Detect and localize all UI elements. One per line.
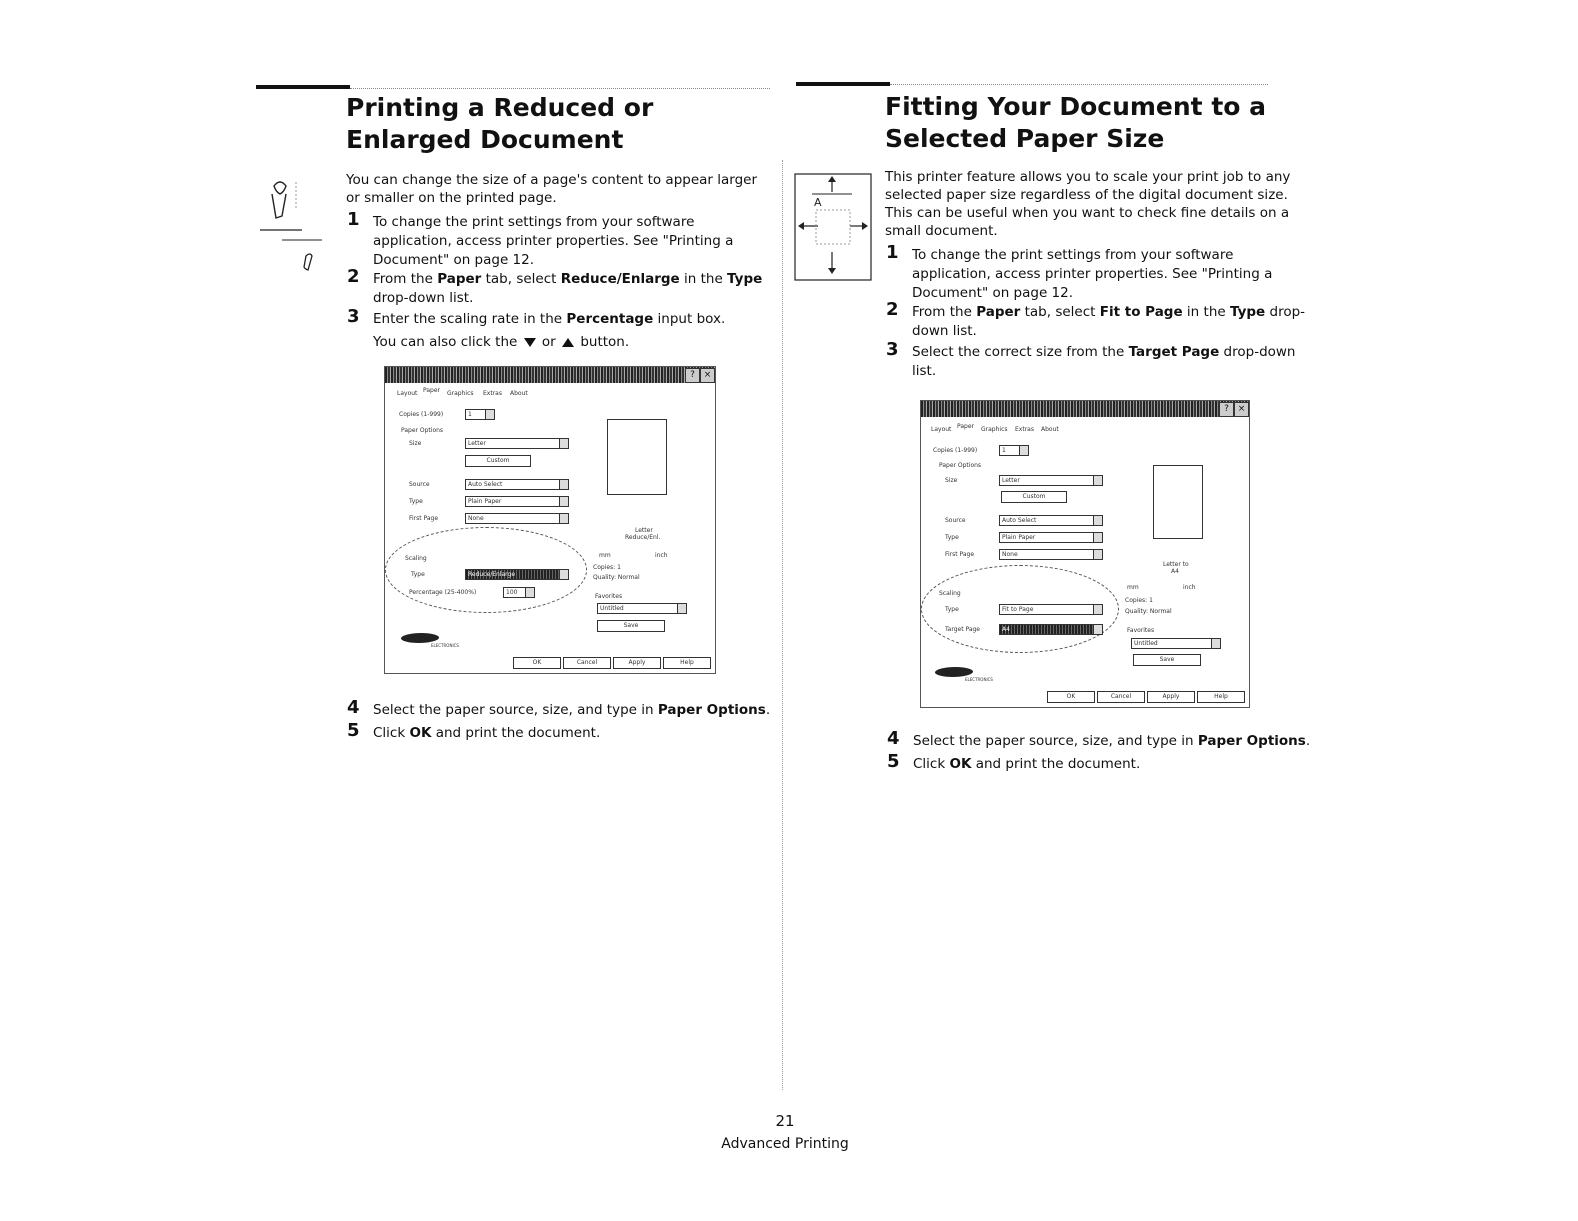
step-text: To change the print settings from your software application, access printer properties. See "Printing a Document" on page 12. (373, 214, 734, 268)
right-header-rule (796, 82, 890, 86)
quality-info: Quality: Normal (1125, 608, 1172, 615)
custom-button[interactable]: Custom (465, 455, 531, 467)
step-text: Select the paper source, size, and type in (373, 702, 658, 718)
size-select[interactable]: Letter (465, 438, 569, 449)
down-arrow-icon (524, 338, 536, 347)
step-text: Select the correct size from the (912, 344, 1129, 360)
step-number: 4 (347, 697, 360, 718)
step-bold: Type (1229, 304, 1266, 320)
favorites-select[interactable]: Untitled (1131, 638, 1221, 649)
step-bold: OK (409, 725, 432, 741)
step-text: and print the document. (971, 756, 1141, 772)
step-number: 5 (347, 720, 360, 741)
step-text: Click (373, 725, 410, 741)
percentage-label: Percentage (25-400%) (409, 589, 477, 596)
samsung-logo (400, 633, 441, 643)
left-header-rule (256, 85, 350, 89)
left-printer-properties-dialog (384, 366, 716, 674)
right-step-1 (886, 242, 1302, 303)
step-number: 1 (886, 242, 899, 263)
step-bold: Paper Options (1197, 733, 1306, 749)
paper-options-label: Paper Options (401, 427, 444, 434)
type-select[interactable]: Plain Paper (999, 532, 1103, 543)
tab-extras[interactable]: Extras (483, 390, 502, 397)
percentage-input[interactable]: 100 (503, 587, 535, 598)
step-text: tab, select (481, 271, 561, 287)
tab-about[interactable]: About (510, 390, 528, 397)
ok-button[interactable]: OK (1047, 691, 1095, 703)
step-bold: Target Page (1128, 344, 1220, 360)
size-label: Size (409, 440, 422, 447)
step-text: drop-down list. (912, 304, 1306, 339)
step-text: in the (1182, 304, 1230, 320)
help-icon[interactable]: ? (1219, 402, 1234, 417)
favorites-select[interactable]: Untitled (597, 603, 687, 614)
right-printer-properties-dialog (920, 400, 1250, 708)
right-step-3 (886, 339, 1312, 381)
scaling-label: Scaling (405, 555, 427, 562)
scaling-label: Scaling (939, 590, 961, 597)
page-number: 21 (775, 1112, 795, 1130)
tab-graphics[interactable]: Graphics (447, 390, 474, 397)
close-icon[interactable]: × (1234, 402, 1249, 417)
quality-info: Quality: Normal (593, 574, 640, 581)
tab-paper[interactable]: Paper (957, 423, 974, 430)
copies-input[interactable]: 1 (999, 445, 1029, 456)
unit-mm-radio[interactable]: mm (599, 552, 611, 559)
first-page-label: First Page (409, 515, 439, 522)
step-text: input box. (653, 311, 726, 327)
tab-graphics[interactable]: Graphics (981, 426, 1008, 433)
step-text: To change the print settings from your software application, access printer properties. See "Printing a Document" on page 12. (912, 247, 1273, 301)
preview-caption: A4 (1171, 568, 1179, 575)
page-preview (1153, 465, 1203, 539)
left-arrow-note (373, 333, 773, 351)
right-intro: This printer feature allows you to scale your print job to any selected paper size regardless of the digital document size. This can be useful when you want to check fine details on a small document. (885, 169, 1291, 239)
tab-paper[interactable]: Paper (423, 387, 440, 394)
step-bold: Paper Options (657, 702, 766, 718)
step-text: . (1305, 733, 1311, 749)
step-text: in the (679, 271, 728, 287)
first-page-label: First Page (945, 551, 975, 558)
source-select[interactable]: Auto Select (465, 479, 569, 490)
step-text: and print the document. (431, 725, 601, 741)
step-text: From the (373, 271, 438, 287)
copies-label: Copies (1-999) (933, 447, 978, 454)
page-letter-a: A (814, 196, 822, 209)
source-label: Source (409, 481, 430, 488)
left-header-dotted-rule (350, 88, 770, 89)
step-text: Select the paper source, size, and type in (913, 733, 1198, 749)
preview-caption: Letter (635, 527, 653, 534)
help-icon[interactable]: ? (685, 368, 700, 383)
step-bold: Type (727, 271, 763, 287)
step-text: Enter the scaling rate in the (373, 311, 567, 327)
favorites-label: Favorites (595, 593, 623, 600)
first-page-select[interactable]: None (465, 513, 569, 524)
preview-caption: Letter to (1163, 561, 1189, 568)
favorites-label: Favorites (1127, 627, 1155, 634)
dialog-titlebar (921, 401, 1249, 417)
brand-text: ELECTRONICS (965, 677, 993, 682)
tab-layout[interactable]: Layout (931, 426, 952, 433)
step-bold: Paper (437, 271, 482, 287)
step-text: drop-down list. (373, 290, 474, 306)
source-select[interactable]: Auto Select (999, 515, 1103, 526)
unit-inch-radio[interactable]: inch (655, 552, 668, 559)
save-button[interactable]: Save (597, 620, 665, 632)
note-text: button. (580, 334, 630, 350)
close-icon[interactable]: × (700, 368, 715, 383)
step-bold: OK (949, 756, 972, 772)
footer-section-name: Advanced Printing (721, 1136, 849, 1152)
size-select[interactable]: Letter (999, 475, 1103, 486)
brand-text: ELECTRONICS (431, 643, 459, 648)
step-bold: Percentage (566, 311, 654, 327)
apply-button[interactable]: Apply (1147, 691, 1195, 703)
scaling-type-select[interactable]: Fit to Page (999, 604, 1103, 615)
tab-layout[interactable]: Layout (397, 390, 418, 397)
unit-inch-radio[interactable]: inch (1183, 584, 1196, 591)
copies-info: Copies: 1 (593, 564, 621, 571)
step-number: 5 (887, 751, 900, 772)
scaling-type-label: Type (411, 571, 425, 578)
right-section-title: Fitting Your Document to a Selected Paper Size (885, 92, 1267, 153)
left-step-2 (347, 266, 773, 308)
step-bold: Paper (976, 304, 1021, 320)
cancel-button[interactable]: Cancel (1097, 691, 1145, 703)
target-page-select[interactable]: A4 (999, 624, 1103, 635)
left-intro: You can change the size of a page's content to appear larger or smaller on the printed page. (346, 172, 758, 206)
fit-to-page-icon (794, 172, 872, 282)
ok-button[interactable]: OK (513, 657, 561, 669)
step-text: . (765, 702, 771, 718)
step-text: drop-down list. (912, 344, 1296, 379)
copies-input[interactable]: 1 (465, 409, 495, 420)
left-step-4 (347, 697, 773, 720)
preview-caption: Reduce/Enl. (625, 534, 661, 541)
scaling-type-select[interactable]: Reduce/Enlarge (465, 569, 569, 580)
step-text: From the (912, 304, 977, 320)
type-select[interactable]: Plain Paper (465, 496, 569, 507)
first-page-select[interactable]: None (999, 549, 1103, 560)
left-step-5 (347, 720, 773, 743)
scaling-type-label: Type (945, 606, 959, 613)
help-button[interactable]: Help (1197, 691, 1245, 703)
samsung-logo (934, 667, 975, 677)
dialog-titlebar (385, 367, 715, 383)
note-text: You can also click the (373, 334, 518, 350)
step-number: 3 (886, 339, 899, 360)
page-preview (607, 419, 667, 495)
step-number: 2 (886, 299, 899, 320)
paper-options-label: Paper Options (939, 462, 982, 469)
right-header-dotted-rule (890, 84, 1268, 85)
apply-button[interactable]: Apply (613, 657, 661, 669)
note-pencil-icon (260, 172, 322, 282)
type-label: Type (945, 534, 959, 541)
step-text: tab, select (1020, 304, 1100, 320)
type-label: Type (409, 498, 423, 505)
step-number: 4 (887, 728, 900, 749)
up-arrow-icon (562, 338, 574, 347)
tab-about[interactable]: About (1041, 426, 1059, 433)
column-divider (782, 160, 783, 1090)
copies-label: Copies (1-999) (399, 411, 444, 418)
step-text: Click (913, 756, 950, 772)
step-bold: Reduce/Enlarge (560, 271, 680, 287)
help-button[interactable]: Help (663, 657, 711, 669)
source-label: Source (945, 517, 966, 524)
cancel-button[interactable]: Cancel (563, 657, 611, 669)
custom-button[interactable]: Custom (1001, 491, 1067, 503)
target-page-label: Target Page (945, 626, 980, 633)
left-section-title: Printing a Reduced or Enlarged Document (346, 93, 654, 154)
step-number: 2 (347, 266, 360, 287)
unit-mm-radio[interactable]: mm (1127, 584, 1139, 591)
right-step-5 (887, 751, 1313, 774)
note-text: or (541, 334, 556, 350)
right-step-4 (887, 728, 1323, 751)
right-step-2 (886, 299, 1312, 341)
size-label: Size (945, 477, 958, 484)
left-step-1 (347, 209, 763, 270)
step-number: 1 (347, 209, 360, 230)
left-step-3 (347, 306, 773, 329)
tab-extras[interactable]: Extras (1015, 426, 1034, 433)
save-button[interactable]: Save (1133, 654, 1201, 666)
step-number: 3 (347, 306, 360, 327)
copies-info: Copies: 1 (1125, 597, 1153, 604)
step-bold: Fit to Page (1099, 304, 1183, 320)
